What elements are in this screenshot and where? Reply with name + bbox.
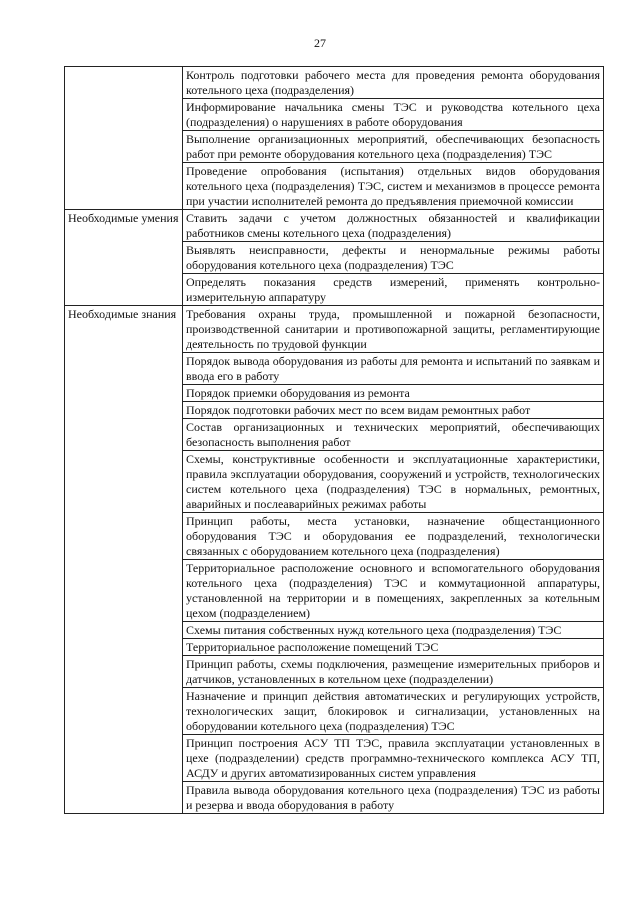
page-number: 27 xyxy=(314,36,326,50)
item-text: Контроль подготовки рабочего места для проведения ремонта оборудования котельного цеха (подразделения) xyxy=(183,67,604,99)
item-text: Схемы, конструктивные особенности и эксплуатационные характеристики, правила эксплуатации оборудования, сооружений и устройств, технологических систем котельного цеха (подразделения) ТЭС в нормальных, ремонтных, аварийных и послеаварийных режимах работы xyxy=(183,451,604,513)
item-text: Территориальное расположение помещений ТЭС xyxy=(183,639,604,656)
item-text: Проведение опробования (испытания) отдельных видов оборудования котельного цеха (подразделения) ТЭС, систем и механизмов в процессе ремонта при участии исполнителей ремонта до предъявления приемочной комиссии xyxy=(183,163,604,210)
table-body xyxy=(65,67,604,814)
item-text: Определять показания средств измерений, применять контрольно-измерительную аппаратуру xyxy=(183,274,604,306)
section-label: Необходимые знания xyxy=(65,306,183,814)
item-text: Принцип работы, места установки, назначение общестанционного оборудования ТЭС и оборудования ее подразделений, технологически связанных с оборудованием котельного цеха (подразделения) xyxy=(183,513,604,560)
table-row xyxy=(65,67,604,99)
item-text: Ставить задачи с учетом должностных обязанностей и квалификации работников смены котельного цеха (подразделения) xyxy=(183,210,604,242)
item-text: Порядок вывода оборудования из работы для ремонта и испытаний по заявкам и ввода его в работу xyxy=(183,353,604,385)
section-label: Необходимые умения xyxy=(65,210,183,306)
item-text: Правила вывода оборудования котельного цеха (подразделения) ТЭС из работы и резерва и ввода оборудования в работу xyxy=(183,782,604,814)
table-row xyxy=(65,306,604,353)
item-text: Выявлять неисправности, дефекты и ненормальные режимы работы оборудования котельного цеха (подразделения) ТЭС xyxy=(183,242,604,274)
item-text: Информирование начальника смены ТЭС и руководства котельного цеха (подразделения) о нарушениях в работе оборудования xyxy=(183,99,604,131)
item-text: Требования охраны труда, промышленной и пожарной безопасности, производственной санитарии и противопожарной защиты, регламентирующие деятельность по трудовой функции xyxy=(183,306,604,353)
item-text: Схемы питания собственных нужд котельного цеха (подразделения) ТЭС xyxy=(183,622,604,639)
item-text: Принцип работы, схемы подключения, размещение измерительных приборов и датчиков, установленных в котельном цехе (подразделении) xyxy=(183,656,604,688)
item-text: Состав организационных и технических мероприятий, обеспечивающих безопасность выполнения работ xyxy=(183,419,604,451)
section-label xyxy=(65,67,183,210)
table-row xyxy=(65,210,604,242)
item-text: Порядок приемки оборудования из ремонта xyxy=(183,385,604,402)
item-text: Территориальное расположение основного и вспомогательного оборудования котельного цеха (подразделения) ТЭС и коммутационной аппаратуры, установленной на территории и в помещениях, закрепленных за котельным цехом (подразделением) xyxy=(183,560,604,622)
item-text: Порядок подготовки рабочих мест по всем видам ремонтных работ xyxy=(183,402,604,419)
item-text: Принцип построения АСУ ТП ТЭС, правила эксплуатации установленных в цехе (подразделении) средств программно-технического комплекса АСУ ТП, АСДУ и других автоматизированных систем управления xyxy=(183,735,604,782)
item-text: Назначение и принцип действия автоматических и регулирующих устройств, технологических защит, блокировок и сигнализации, установленных на оборудовании котельного цеха (подразделения) ТЭС xyxy=(183,688,604,735)
labor-function-table xyxy=(64,66,604,814)
item-text: Выполнение организационных мероприятий, обеспечивающих безопасность работ при ремонте оборудования котельного цеха (подразделения) ТЭС xyxy=(183,131,604,163)
